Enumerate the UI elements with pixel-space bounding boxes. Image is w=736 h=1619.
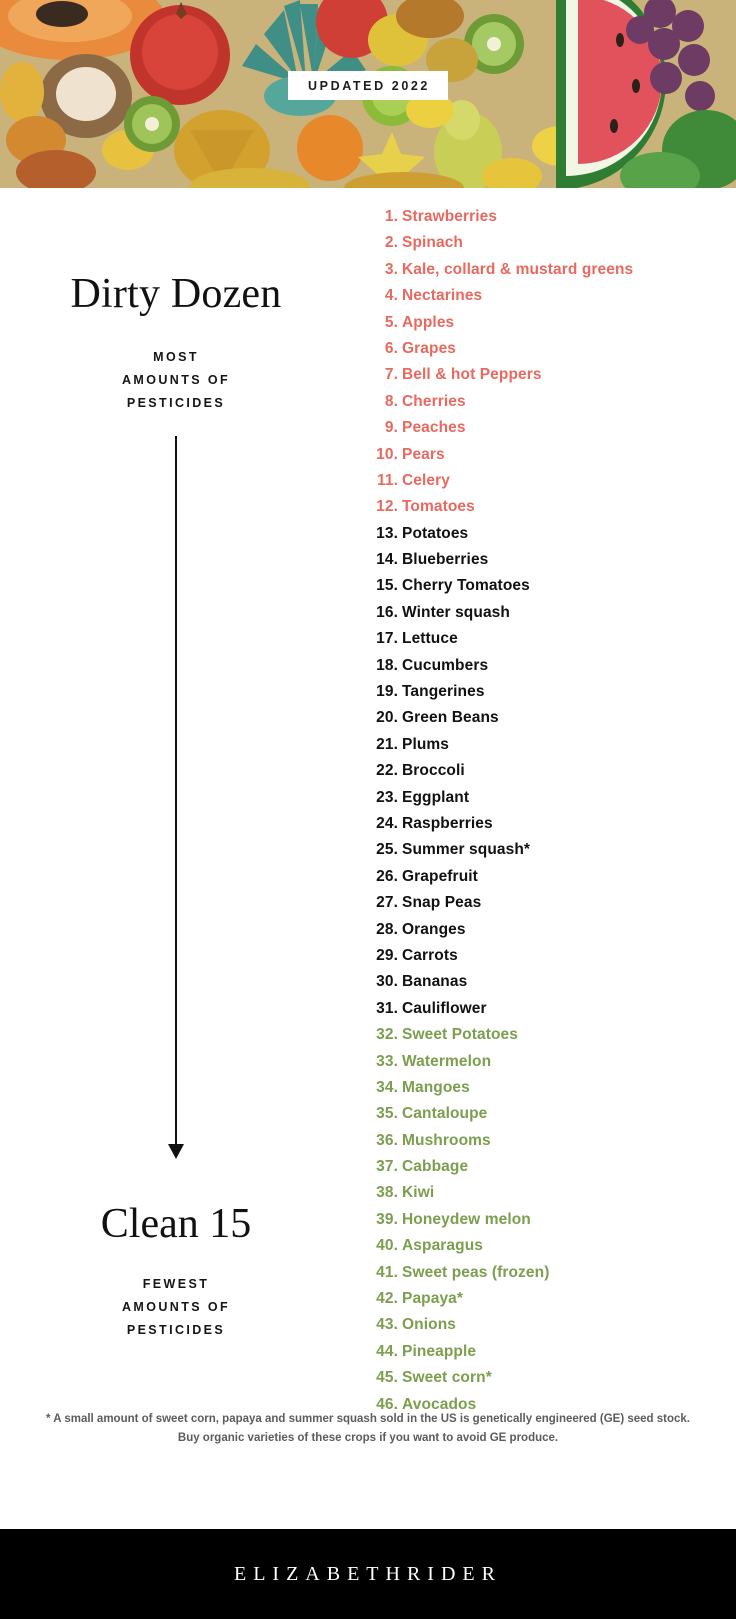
produce-list-item <box>372 366 722 392</box>
clean-sub-line-2: AMOUNTS OF <box>121 1300 231 1314</box>
produce-item-number: 20. <box>376 709 398 727</box>
produce-item-name: Peaches <box>402 419 466 437</box>
produce-list-item <box>372 815 722 841</box>
produce-list-item <box>372 340 722 366</box>
dirty-dozen-title: Dirty Dozen <box>70 271 282 317</box>
produce-item-name: Grapes <box>402 339 457 357</box>
produce-list-item <box>372 736 722 762</box>
produce-item-number: 17. <box>376 630 398 648</box>
produce-list-item <box>372 683 722 709</box>
produce-item-number: 14. <box>376 551 398 569</box>
produce-item-name: Watermelon <box>402 1052 492 1070</box>
produce-list-item <box>372 1026 722 1052</box>
produce-list-item <box>372 1316 722 1342</box>
produce-item-number: 15. <box>376 577 398 595</box>
dirty-dozen-subtitle <box>0 346 352 415</box>
produce-item-name: Broccoli <box>402 762 465 780</box>
produce-item-number: 21. <box>376 735 398 753</box>
downward-arrow-icon <box>175 436 177 1146</box>
produce-item-number: 7. <box>384 366 398 384</box>
produce-item-number: 23. <box>376 788 398 806</box>
produce-item-name: Sweet corn* <box>402 1369 492 1387</box>
produce-list-item <box>372 1105 722 1131</box>
produce-item-number: 46. <box>376 1395 398 1413</box>
produce-list-item <box>372 1158 722 1184</box>
produce-item-name: Cauliflower <box>402 999 487 1017</box>
produce-item-name: Kale, collard & mustard greens <box>402 260 634 278</box>
produce-list-item <box>372 1000 722 1026</box>
produce-item-name: Nectarines <box>402 287 483 305</box>
produce-list-item <box>372 261 722 287</box>
produce-item-name: Celery <box>402 471 450 489</box>
produce-item-name: Winter squash <box>402 603 510 621</box>
produce-list-item <box>372 234 722 260</box>
produce-list-item <box>372 393 722 419</box>
produce-list-item <box>372 446 722 472</box>
produce-list-item <box>372 789 722 815</box>
produce-item-name: Cucumbers <box>402 656 489 674</box>
produce-item-name: Avocados <box>402 1395 477 1413</box>
produce-item-number: 43. <box>376 1316 398 1334</box>
produce-item-number: 25. <box>376 841 398 859</box>
produce-list-item <box>372 1184 722 1210</box>
updated-badge: UPDATED 2022 <box>288 71 448 100</box>
produce-item-number: 19. <box>376 683 398 701</box>
produce-item-name: Pineapple <box>402 1342 477 1360</box>
produce-item-number: 29. <box>376 946 398 964</box>
produce-item-name: Strawberries <box>402 208 498 225</box>
produce-item-number: 11. <box>377 471 398 489</box>
produce-item-number: 27. <box>376 894 398 912</box>
produce-item-name: Spinach <box>402 234 463 252</box>
produce-list-item <box>372 1132 722 1158</box>
produce-item-name: Potatoes <box>402 524 469 542</box>
produce-item-number: 36. <box>376 1131 398 1149</box>
clean-fifteen-subtitle <box>0 1273 352 1342</box>
produce-item-name: Onions <box>402 1316 456 1334</box>
dirty-sub-line-1: MOST <box>153 350 199 364</box>
produce-list-item <box>372 868 722 894</box>
produce-list-item <box>372 208 722 234</box>
dirty-sub-line-3: PESTICIDES <box>126 396 226 410</box>
clean-sub-line-3: PESTICIDES <box>126 1323 226 1337</box>
produce-list-item <box>372 1211 722 1237</box>
produce-item-name: Summer squash* <box>402 841 531 859</box>
produce-list-item <box>372 762 722 788</box>
content-area <box>0 188 736 1529</box>
produce-item-number: 32. <box>376 1026 398 1044</box>
produce-item-name: Honeydew melon <box>402 1210 531 1228</box>
produce-item-number: 22. <box>376 762 398 780</box>
produce-item-name: Blueberries <box>402 551 489 569</box>
produce-item-number: 13. <box>376 524 398 542</box>
footnote-text: * A small amount of sweet corn, papaya and summer squash sold in the US is genetically engineered (GE) seed stock. Buy organic varieties of these crops if you want to avoid GE produce. <box>46 1413 690 1444</box>
produce-list-item <box>372 1369 722 1395</box>
produce-item-number: 33. <box>376 1052 398 1070</box>
dirty-sub-line-2: AMOUNTS OF <box>121 373 231 387</box>
produce-item-number: 16. <box>376 603 398 621</box>
produce-item-number: 1. <box>384 208 398 225</box>
produce-list-item <box>372 630 722 656</box>
clean-fifteen-title: Clean 15 <box>100 1201 252 1247</box>
produce-item-name: Lettuce <box>402 630 458 648</box>
produce-list-item <box>372 419 722 445</box>
produce-ranking-list <box>372 208 722 1422</box>
produce-item-name: Sweet peas (frozen) <box>402 1263 550 1281</box>
produce-list-item <box>372 657 722 683</box>
produce-list-item <box>372 525 722 551</box>
produce-item-name: Eggplant <box>402 788 470 806</box>
produce-item-number: 18. <box>376 656 398 674</box>
produce-item-number: 38. <box>376 1184 398 1202</box>
produce-item-name: Carrots <box>402 946 458 964</box>
produce-item-number: 45. <box>376 1369 398 1387</box>
produce-list-item <box>372 894 722 920</box>
produce-item-name: Cherries <box>402 392 466 410</box>
produce-item-number: 42. <box>376 1290 398 1308</box>
left-column <box>0 188 352 1529</box>
produce-item-name: Papaya* <box>402 1290 464 1308</box>
produce-list-item <box>372 1264 722 1290</box>
produce-item-number: 5. <box>384 313 398 331</box>
produce-item-number: 34. <box>376 1078 398 1096</box>
produce-item-name: Bananas <box>402 973 468 991</box>
produce-list-item <box>372 921 722 947</box>
produce-list-item <box>372 287 722 313</box>
produce-item-number: 3. <box>384 260 398 278</box>
produce-list-item <box>372 577 722 603</box>
produce-item-name: Bell & hot Peppers <box>402 366 542 384</box>
produce-item-number: 2. <box>384 234 398 252</box>
produce-item-number: 10. <box>376 445 398 463</box>
produce-item-number: 31. <box>376 999 398 1017</box>
produce-item-name: Tangerines <box>402 683 485 701</box>
produce-list-item <box>372 1079 722 1105</box>
produce-item-number: 12. <box>376 498 398 516</box>
produce-item-name: Mangoes <box>402 1078 470 1096</box>
produce-item-number: 39. <box>376 1210 398 1228</box>
produce-item-number: 28. <box>376 920 398 938</box>
produce-item-name: Plums <box>402 735 450 753</box>
produce-item-name: Grapefruit <box>402 867 478 885</box>
produce-item-name: Kiwi <box>402 1184 435 1202</box>
produce-list-item <box>372 841 722 867</box>
produce-list-item <box>372 1290 722 1316</box>
footer-bar <box>0 1529 736 1619</box>
produce-item-number: 4. <box>384 287 398 305</box>
produce-list-item <box>372 498 722 524</box>
produce-item-name: Cantaloupe <box>402 1105 488 1123</box>
produce-item-number: 26. <box>376 867 398 885</box>
produce-list-item <box>372 472 722 498</box>
produce-item-name: Tomatoes <box>402 498 475 516</box>
produce-list-item <box>372 1053 722 1079</box>
produce-item-name: Mushrooms <box>402 1131 491 1149</box>
produce-item-number: 40. <box>376 1237 398 1255</box>
produce-item-number: 44. <box>376 1342 398 1360</box>
produce-item-name: Snap Peas <box>402 894 482 912</box>
produce-item-name: Raspberries <box>402 814 493 832</box>
produce-list-item <box>372 551 722 577</box>
produce-item-name: Asparagus <box>402 1237 484 1255</box>
produce-list-item <box>372 947 722 973</box>
produce-item-name: Sweet Potatoes <box>402 1026 518 1044</box>
produce-item-name: Cabbage <box>402 1158 469 1176</box>
produce-item-name: Oranges <box>402 920 466 938</box>
produce-item-number: 8. <box>384 392 398 410</box>
produce-item-number: 35. <box>376 1105 398 1123</box>
produce-item-name: Green Beans <box>402 709 499 727</box>
produce-list-item <box>372 1237 722 1263</box>
produce-item-number: 30. <box>376 973 398 991</box>
produce-item-number: 41. <box>376 1263 398 1281</box>
produce-item-number: 24. <box>376 814 398 832</box>
produce-list-item <box>372 314 722 340</box>
produce-list-item <box>372 973 722 999</box>
produce-item-name: Cherry Tomatoes <box>402 577 530 595</box>
brand-wordmark: ELIZABETHRIDER <box>234 1562 502 1585</box>
produce-item-number: 37. <box>376 1158 398 1176</box>
produce-item-number: 6. <box>384 339 398 357</box>
hero-image <box>0 0 736 188</box>
produce-item-number: 9. <box>384 419 398 437</box>
produce-item-name: Pears <box>402 445 445 463</box>
produce-item-name: Apples <box>402 313 455 331</box>
produce-list-item <box>372 709 722 735</box>
produce-list-item <box>372 604 722 630</box>
produce-list-item <box>372 1343 722 1369</box>
clean-sub-line-1: FEWEST <box>142 1277 210 1291</box>
